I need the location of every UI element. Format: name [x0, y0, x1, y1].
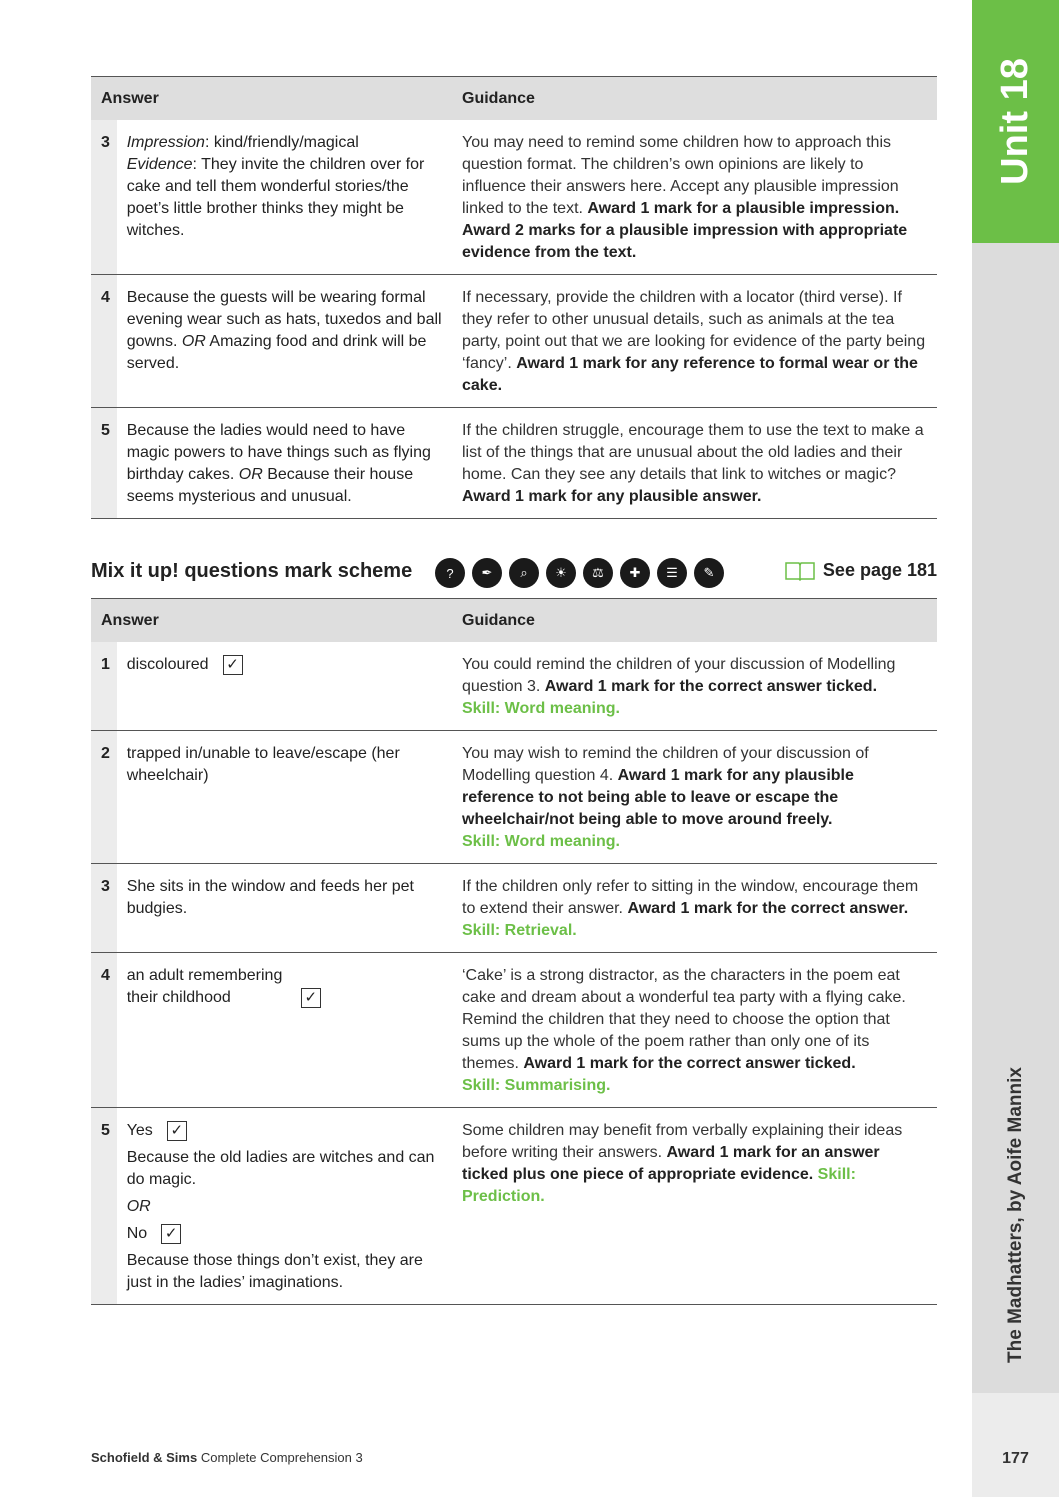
answer-cell: She sits in the window and feeds her pet budgies. — [117, 864, 452, 953]
tick-box: ✓ — [301, 988, 321, 1008]
scales-icon: ⚖ — [583, 558, 613, 588]
guidance-cell: If the children struggle, encourage them to use the text to make a list of the things that are unusual about the old ladies and their home. Can they see any details that link to witches or magic? Award 1 mark for any plausible answer. — [452, 408, 937, 519]
skill-label: Skill: Retrieval. — [462, 922, 577, 939]
pen-nib-icon: ✎ — [694, 558, 724, 588]
list-icon: ☰ — [657, 558, 687, 588]
table-row — [91, 953, 937, 1108]
skill-icons — [435, 558, 731, 588]
tick-box: ✓ — [167, 1121, 187, 1141]
page-number-box — [972, 1393, 1059, 1497]
table-row — [91, 731, 937, 864]
question-number: 5 — [91, 1108, 117, 1305]
skill-label: Skill: Prediction. — [462, 1166, 856, 1205]
table-row — [91, 864, 937, 953]
question-number: 1 — [91, 642, 117, 731]
lightbulb-icon: ☀ — [546, 558, 576, 588]
answer-cell: Because the guests will be wearing formal evening wear such as hats, tuxedos and ball gowns. OR Amazing food and drink will be served. — [117, 275, 452, 408]
table-header — [91, 77, 937, 121]
guidance-cell: ‘Cake’ is a strong distractor, as the characters in the poem eat cake and dream about a wonderful tea party with a flying cake. Remind the children that they need to choose the option that sums up the whole of the poem rather than only one of its themes. Award 1 mark for the correct answer ticked. Skill: Summarising. — [452, 953, 937, 1108]
question-number: 5 — [91, 408, 117, 519]
tick-box: ✓ — [161, 1224, 181, 1244]
skill-label: Skill: Summarising. — [462, 1077, 611, 1094]
table-row — [91, 275, 937, 408]
guidance-header: Guidance — [452, 77, 937, 121]
answer-cell: Impression: kind/friendly/magical Evidence: They invite the children over for cake and tell them wonderful stories/the poet’s little brother thinks they might be witches. — [117, 120, 452, 275]
guidance-cell: Some children may benefit from verbally explaining their ideas before writing their answers. Award 1 mark for an answer ticked plus one piece of appropriate evidence. Skill: Prediction. — [452, 1108, 937, 1305]
guidance-cell: If the children only refer to sitting in the window, encourage them to extend their answer. Award 1 mark for the correct answer. Skill: Retrieval. — [452, 864, 937, 953]
answer-cell: Because the ladies would need to have magic powers to have things such as flying birthday cakes. OR Because their house seems mysterious and unusual. — [117, 408, 452, 519]
question-number: 4 — [91, 275, 117, 408]
question-number: 2 — [91, 731, 117, 864]
see-page-link[interactable]: See page 181 — [785, 560, 937, 581]
mark-scheme-table-1 — [91, 76, 937, 519]
table-row — [91, 120, 937, 275]
footer: Schofield & Sims Complete Comprehension 3 — [91, 1450, 363, 1465]
guidance-cell: You may wish to remind the children of your discussion of Modelling question 4. Award 1 mark for any plausible reference to not being able to leave or escape the wheelchair/not being able to move around freely. Skill: Word meaning. — [452, 731, 937, 864]
guidance-cell: If necessary, provide the children with a locator (third verse). If they refer to other unusual details, such as animals at the tea party, point out that we are looking for evidence of the party being ‘fancy’. Award 1 mark for any reference to formal wear or the cake. — [452, 275, 937, 408]
book-title: The Madhatters, by Aoife Mannix — [1004, 1067, 1026, 1363]
skill-label: Skill: Word meaning. — [462, 833, 620, 850]
table-row — [91, 408, 937, 519]
speech-bubble-icon: ? — [435, 558, 465, 588]
guidance-header: Guidance — [452, 599, 937, 643]
section-title: Mix it up! questions mark scheme — [91, 560, 413, 582]
table-header — [91, 599, 937, 643]
answer-header: Answer — [91, 77, 452, 121]
answer-cell: an adult remembering their childhood ✓ — [117, 953, 452, 1108]
compass-icon: ✚ — [620, 558, 650, 588]
answer-cell: Yes ✓ Because the old ladies are witches and can do magic. OR No ✓ Because those things don’t exist, they are just in the ladies’ imaginations. — [117, 1108, 452, 1305]
tick-box: ✓ — [223, 655, 243, 675]
table-row — [91, 1108, 937, 1305]
unit-label: Unit 18 — [994, 58, 1037, 185]
answer-header: Answer — [91, 599, 452, 643]
mark-scheme-table-2 — [91, 598, 937, 1305]
skill-label: Skill: Word meaning. — [462, 700, 620, 717]
feather-icon: ✒ — [472, 558, 502, 588]
guidance-cell: You could remind the children of your discussion of Modelling question 3. Award 1 mark for the correct answer ticked. Skill: Word meaning. — [452, 642, 937, 731]
page-number: 177 — [1002, 1450, 1029, 1467]
question-number: 3 — [91, 864, 117, 953]
question-number: 4 — [91, 953, 117, 1108]
book-icon — [785, 561, 815, 581]
answer-cell: trapped in/unable to leave/escape (her wheelchair) — [117, 731, 452, 864]
magnifier-icon: ⌕ — [509, 558, 539, 588]
guidance-cell: You may need to remind some children how to approach this question format. The children’s own opinions are likely to influence their answers here. Accept any plausible impression linked to the text. Award 1 mark for a plausible impression. Award 2 marks for a plausible impression with appropriate evidence from the text. — [452, 120, 937, 275]
question-number: 3 — [91, 120, 117, 275]
answer-cell: discoloured ✓ — [117, 642, 452, 731]
table-row — [91, 642, 937, 731]
mix-section-heading — [91, 556, 937, 590]
